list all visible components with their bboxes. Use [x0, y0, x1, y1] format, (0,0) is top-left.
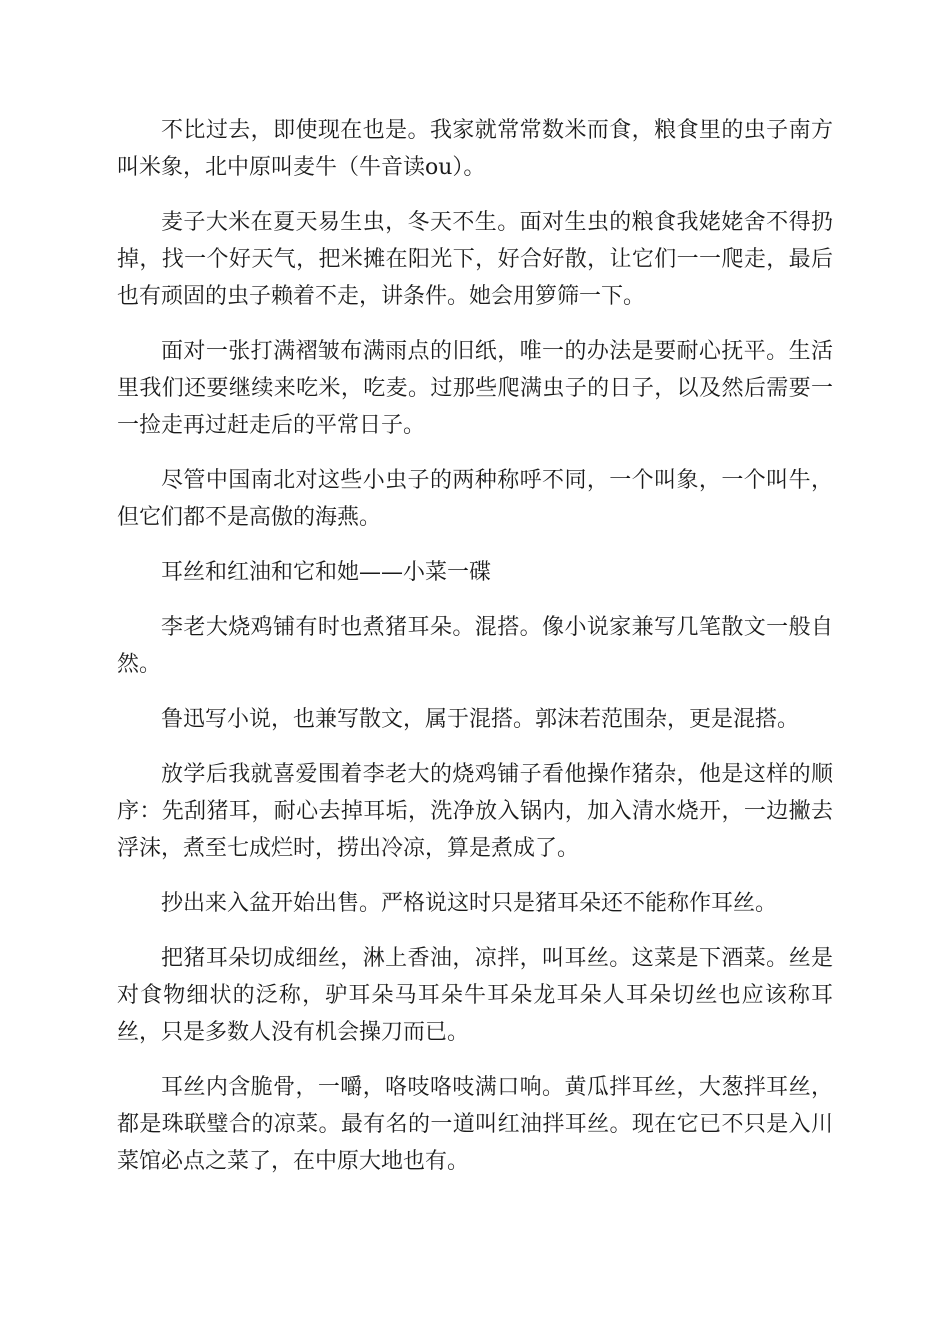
paragraph: 麦子大米在夏天易生虫，冬天不生。面对生虫的粮食我姥姥舍不得扔掉，找一个好天气，把米摊在阳光下，好合好散，让它们一一爬走，最后也有顽固的虫子赖着不走，讲条件。她会用箩筛一下。 [117, 210, 833, 309]
paragraph: 抄出来入盆开始出售。严格说这时只是猪耳朵还不能称作耳丝。 [161, 891, 778, 916]
document-body [117, 112, 833, 1198]
paragraph: 不比过去，即使现在也是。我家就常常数米而食，粮食里的虫子南方叫米象，北中原叫麦牛（牛音读ou）。 [117, 118, 833, 180]
paragraph: 面对一张打满褶皱布满雨点的旧纸，唯一的办法是要耐心抚平。生活里我们还要继续来吃米，吃麦。过那些爬满虫子的日子，以及然后需要一一捡走再过赶走后的平常日子。 [117, 339, 833, 438]
paragraph: 鲁迅写小说，也兼写散文，属于混搭。郭沫若范围杂，更是混搭。 [161, 707, 800, 732]
section-heading: 耳丝和红油和它和她——小菜一碟 [161, 560, 492, 585]
paragraph: 李老大烧鸡铺有时也煮猪耳朵。混搭。像小说家兼写几笔散文一般自然。 [117, 615, 833, 677]
paragraph: 放学后我就喜爱围着李老大的烧鸡铺子看他操作猪杂，他是这样的顺序：先刮猪耳，耐心去掉耳垢，洗净放入锅内，加入清水烧开，一边撇去浮沫，煮至七成烂时，捞出冷凉，算是煮成了。 [117, 762, 833, 861]
paragraph: 把猪耳朵切成细丝，淋上香油，凉拌，叫耳丝。这菜是下酒菜。丝是对食物细状的泛称，驴耳朵马耳朵牛耳朵龙耳朵人耳朵切丝也应该称耳丝，只是多数人没有机会操刀而已。 [117, 946, 833, 1045]
paragraph: 尽管中国南北对这些小虫子的两种称呼不同，一个叫象，一个叫牛，但它们都不是高傲的海燕。 [117, 468, 833, 530]
paragraph: 耳丝内含脆骨，一嚼，咯吱咯吱满口响。黄瓜拌耳丝，大葱拌耳丝，都是珠联璧合的凉菜。最有名的一道叫红油拌耳丝。现在它已不只是入川菜馆必点之菜了，在中原大地也有。 [117, 1075, 833, 1174]
